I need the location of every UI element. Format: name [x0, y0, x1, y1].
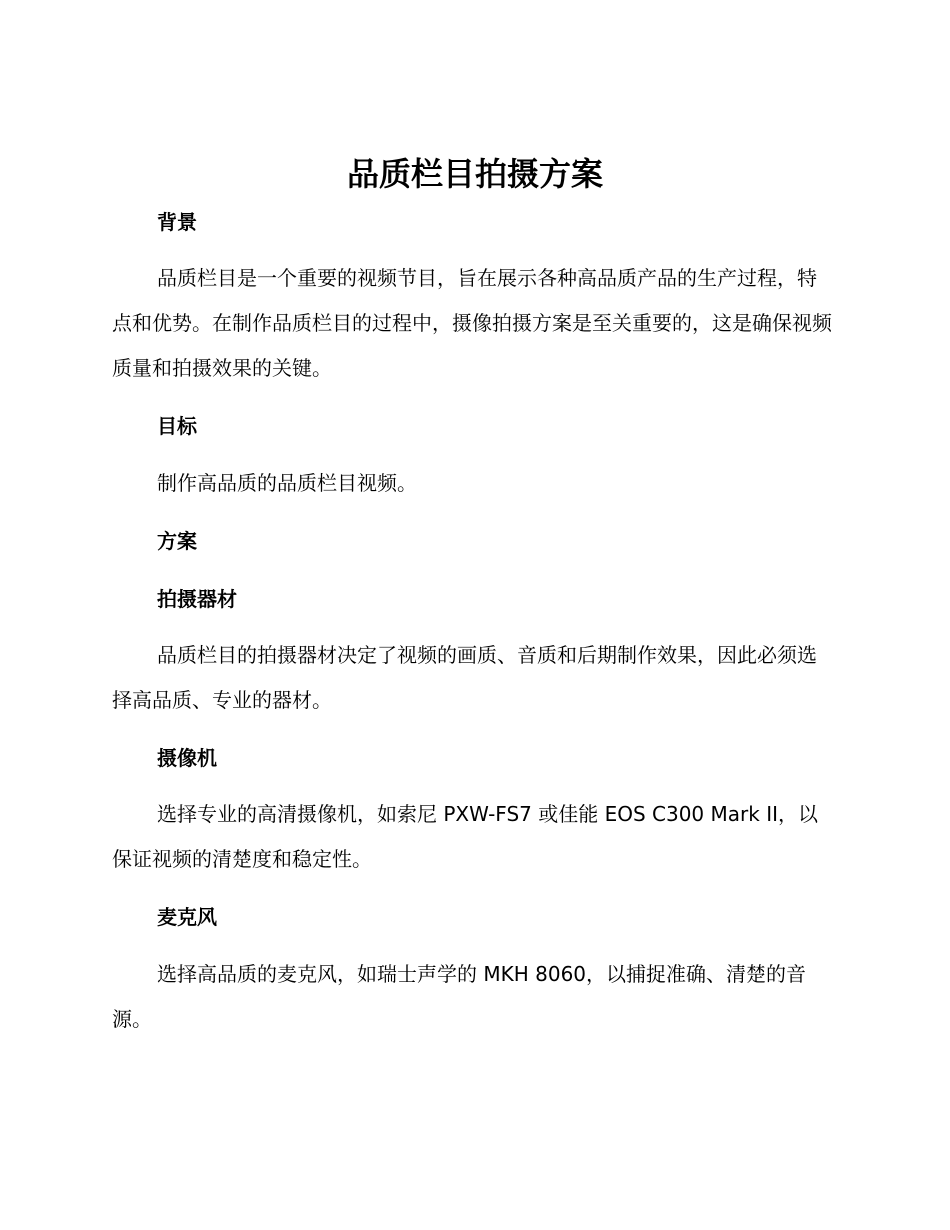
section-heading-microphone: 麦克风: [157, 905, 217, 929]
section-paragraph-equipment: 品质栏目的拍摄器材决定了视频的画质、音质和后期制作效果，因此必须选择高品质、专业的器材。: [112, 643, 817, 712]
section-heading-background: 背景: [157, 210, 197, 234]
section-heading-camera: 摄像机: [157, 746, 217, 770]
section-paragraph-background: 品质栏目是一个重要的视频节目，旨在展示各种高品质产品的生产过程，特点和优势。在制作品质栏目的过程中，摄像拍摄方案是至关重要的，这是确保视频质量和拍摄效果的关键。: [112, 266, 832, 380]
section-heading-goal: 目标: [157, 414, 197, 438]
section-paragraph-microphone: 选择高品质的麦克风，如瑞士声学的 MKH 8060，以捕捉准确、清楚的音源。: [112, 962, 807, 1031]
section-heading-plan: 方案: [157, 529, 197, 553]
section-paragraph-camera: 选择专业的高清摄像机，如索尼 PXW-FS7 或佳能 EOS C300 Mark II，以保证视频的清楚度和稳定性。: [112, 802, 818, 871]
section-heading-equipment: 拍摄器材: [157, 587, 237, 611]
section-paragraph-goal: 制作高品质的品质栏目视频。: [157, 471, 417, 495]
document-title: 品质栏目拍摄方案: [346, 155, 603, 193]
